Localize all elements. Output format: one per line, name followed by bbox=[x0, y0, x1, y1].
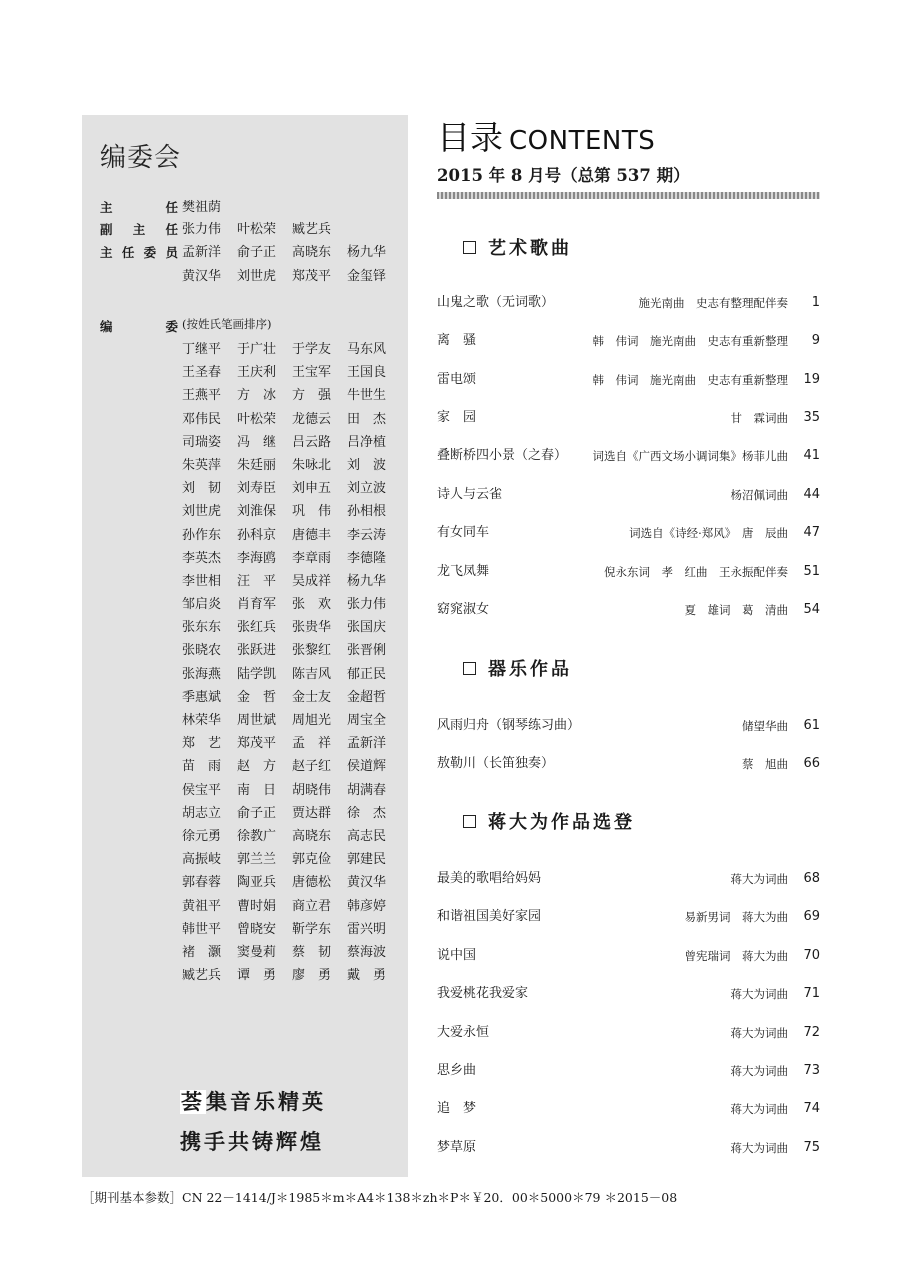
toc-entry bbox=[437, 484, 820, 506]
member-name: 朱英萍 bbox=[182, 457, 222, 473]
toc-section-heading-text: 器乐作品 bbox=[488, 659, 572, 680]
toc-entry-title: 思乡曲 bbox=[437, 1063, 477, 1078]
members-sort-note: (按姓氏笔画排序) bbox=[182, 317, 272, 331]
board-role-label: 主 任 bbox=[100, 200, 178, 215]
member-name: 张东东 bbox=[182, 620, 222, 636]
toc-entry-title: 诗人与云雀 bbox=[437, 487, 503, 502]
member-name: 南 日 bbox=[237, 782, 277, 798]
members-grid-row bbox=[182, 802, 407, 825]
member-name: 高振岐 bbox=[182, 852, 222, 868]
member-name: 郭克俭 bbox=[292, 852, 332, 868]
toc-title-en: CONTENTS bbox=[509, 126, 656, 156]
members-grid-row bbox=[182, 709, 407, 732]
members-grid-row bbox=[182, 755, 407, 778]
toc-entry-title: 敖勒川（长笛独奏） bbox=[437, 756, 555, 771]
toc-entry bbox=[437, 906, 820, 928]
toc-entry-title: 最美的歌唱给妈妈 bbox=[437, 871, 542, 886]
member-name: 周宝全 bbox=[347, 713, 387, 728]
member-name: 孙相根 bbox=[347, 504, 387, 520]
toc-entry-page: 61 bbox=[803, 718, 820, 733]
toc-entry-page: 35 bbox=[803, 410, 820, 425]
member-name: 高晓东 bbox=[292, 828, 332, 844]
board-name: 孟新洋 bbox=[182, 245, 222, 260]
toc-entry-title: 我爱桃花我爱家 bbox=[437, 986, 529, 1001]
member-name: 窦曼莉 bbox=[237, 944, 277, 960]
member-name: 黄祖平 bbox=[182, 898, 222, 914]
member-name: 赵 方 bbox=[237, 759, 277, 775]
toc-entry-page: 71 bbox=[803, 986, 820, 1001]
members-grid-row bbox=[182, 593, 407, 616]
members-grid-row bbox=[182, 871, 407, 894]
member-name: 周世斌 bbox=[237, 713, 277, 728]
toc-entry-page: 69 bbox=[803, 909, 820, 924]
member-name: 胡志立 bbox=[182, 805, 222, 821]
member-name: 孟新洋 bbox=[347, 736, 387, 752]
board-name: 金玺铎 bbox=[347, 269, 387, 284]
slogan-line1: 集音乐精英 bbox=[206, 1090, 326, 1114]
member-name: 冯 继 bbox=[237, 434, 277, 450]
board-name: 张力伟 bbox=[182, 222, 222, 237]
toc-entry-page: 19 bbox=[803, 372, 820, 387]
toc-entry bbox=[437, 1060, 820, 1082]
toc-entry-credits: 甘 霖词曲 bbox=[730, 411, 788, 425]
members-grid-row bbox=[182, 431, 407, 454]
toc-entry-page: 73 bbox=[803, 1063, 820, 1078]
toc-entry-page: 75 bbox=[803, 1140, 820, 1155]
toc-entry bbox=[437, 330, 820, 352]
member-name: 张海燕 bbox=[182, 666, 222, 682]
board-name: 黄汉华 bbox=[182, 269, 222, 284]
toc-entry-page: 66 bbox=[803, 756, 820, 771]
member-name: 赵子红 bbox=[292, 759, 332, 775]
members-grid-row bbox=[182, 408, 407, 431]
toc-entry bbox=[437, 868, 820, 890]
toc-entry bbox=[437, 561, 820, 583]
member-name: 张晋俐 bbox=[347, 643, 387, 659]
toc-entry-credits: 倪永东词 孝 红曲 王永振配伴奏 bbox=[604, 565, 788, 579]
toc-entry-title: 和谐祖国美好家园 bbox=[437, 909, 542, 924]
member-name: 巩 伟 bbox=[292, 504, 332, 520]
member-name: 陈吉风 bbox=[292, 666, 332, 682]
toc-entry-title: 说中国 bbox=[437, 948, 477, 963]
toc-section-heading bbox=[463, 655, 572, 681]
member-name: 金士友 bbox=[292, 689, 332, 705]
toc-entry-page: 47 bbox=[803, 525, 820, 540]
member-name: 肖育军 bbox=[237, 597, 277, 613]
member-name: 郭兰兰 bbox=[237, 852, 277, 868]
toc-entry-page: 51 bbox=[803, 564, 820, 579]
member-name: 李世相 bbox=[182, 573, 222, 589]
toc-entry-credits: 易新男词 蒋大为曲 bbox=[684, 910, 788, 924]
member-name: 牛世生 bbox=[347, 388, 387, 404]
member-name: 季惠斌 bbox=[182, 689, 222, 705]
member-name: 李英杰 bbox=[182, 550, 222, 566]
member-name: 郑 艺 bbox=[182, 736, 222, 752]
journal-parameters: ［期刊基本参数］CN 22－1414/J＊1985＊m＊A4＊138＊zh＊P＊￥20．00＊5000＊79 ＊2015－08 bbox=[82, 1190, 678, 1205]
member-name: 郭建民 bbox=[347, 852, 387, 868]
member-name: 蔡海波 bbox=[347, 944, 387, 960]
toc-entry bbox=[437, 407, 820, 429]
toc-divider bbox=[437, 192, 820, 199]
member-name: 廖 勇 bbox=[292, 968, 332, 984]
toc-entry-title: 龙飞凤舞 bbox=[437, 564, 490, 579]
toc-entry-title: 雷电颂 bbox=[437, 372, 477, 387]
board-name: 臧艺兵 bbox=[292, 222, 332, 237]
board-name: 郑茂平 bbox=[292, 269, 332, 284]
member-name: 马东风 bbox=[347, 342, 387, 357]
member-name: 林荣华 bbox=[182, 713, 222, 728]
member-name: 张 欢 bbox=[292, 597, 332, 613]
member-name: 张红兵 bbox=[237, 620, 277, 636]
member-name: 侯道辉 bbox=[347, 759, 387, 775]
member-name: 徐 杰 bbox=[347, 805, 387, 821]
members-grid-row bbox=[182, 825, 407, 848]
member-name: 张黎红 bbox=[292, 643, 332, 659]
members-grid-row bbox=[182, 477, 407, 500]
member-name: 司瑞姿 bbox=[182, 434, 222, 450]
member-name: 胡满春 bbox=[347, 782, 387, 798]
editorial-board-title: 编委会 bbox=[100, 143, 182, 173]
member-name: 孙作东 bbox=[182, 527, 222, 543]
toc-entry-title: 家 园 bbox=[437, 410, 477, 425]
members-grid-row bbox=[182, 384, 407, 407]
members-grid-row bbox=[182, 639, 407, 662]
toc-entry bbox=[437, 522, 820, 544]
checkbox-square-icon bbox=[463, 662, 476, 675]
member-name: 徐教广 bbox=[237, 828, 277, 844]
member-name: 周旭光 bbox=[292, 713, 332, 728]
member-name: 杨九华 bbox=[347, 573, 387, 589]
toc-section-heading-text: 蒋大为作品选登 bbox=[488, 812, 635, 833]
member-name: 商立君 bbox=[292, 898, 332, 914]
members-grid-row bbox=[182, 732, 407, 755]
members-grid-row bbox=[182, 570, 407, 593]
toc-entry-credits: 韩 伟词 施光南曲 史志有重新整理 bbox=[592, 334, 788, 348]
member-name: 王宝军 bbox=[292, 365, 332, 381]
member-name: 方 冰 bbox=[237, 388, 277, 404]
board-name: 杨九华 bbox=[347, 245, 387, 260]
board-name: 叶松荣 bbox=[237, 222, 277, 237]
member-name: 邹启炎 bbox=[182, 597, 222, 613]
member-name: 胡晓伟 bbox=[292, 782, 332, 798]
member-name: 苗 雨 bbox=[182, 759, 222, 775]
members-grid-row bbox=[182, 338, 407, 361]
toc-entry-title: 有女同车 bbox=[437, 525, 490, 540]
toc-entry-page: 1 bbox=[811, 295, 820, 310]
toc-entry-page: 41 bbox=[803, 448, 820, 463]
member-name: 于学友 bbox=[292, 342, 332, 357]
member-name: 李德隆 bbox=[347, 550, 387, 566]
board-role-label: 副 主 任 bbox=[100, 222, 178, 237]
member-name: 郁正民 bbox=[347, 666, 387, 682]
toc-entry-credits: 蒋大为词曲 bbox=[730, 1026, 788, 1040]
member-name: 李云涛 bbox=[347, 527, 387, 543]
member-name: 张国庆 bbox=[347, 620, 387, 636]
member-name: 陆学凯 bbox=[237, 666, 277, 682]
member-name: 朱咏北 bbox=[292, 457, 332, 473]
board-name: 刘世虎 bbox=[237, 269, 277, 284]
toc-entry-credits: 词选自《广西文场小调词集》杨菲儿曲 bbox=[592, 449, 788, 463]
member-name: 朱廷丽 bbox=[237, 457, 277, 473]
toc-entry bbox=[437, 1137, 820, 1159]
members-grid-row bbox=[182, 454, 407, 477]
member-name: 唐德松 bbox=[292, 875, 332, 891]
toc-entry-title: 山鬼之歌（无词歌） bbox=[437, 295, 555, 310]
toc-entry bbox=[437, 1098, 820, 1120]
members-grid-row bbox=[182, 663, 407, 686]
checkbox-square-icon bbox=[463, 815, 476, 828]
board-role-names bbox=[182, 219, 412, 241]
member-name: 韩世平 bbox=[182, 921, 222, 937]
toc-entry bbox=[437, 1022, 820, 1044]
member-name: 邓伟民 bbox=[182, 411, 222, 427]
members-grid-row bbox=[182, 686, 407, 709]
members-grid bbox=[182, 338, 407, 987]
member-name: 刘淮保 bbox=[237, 504, 277, 520]
board-role-names bbox=[182, 197, 412, 219]
member-name: 曹时娟 bbox=[237, 898, 277, 914]
member-name: 贾达群 bbox=[292, 805, 332, 821]
member-name: 戴 勇 bbox=[347, 968, 387, 984]
toc-entry-credits: 曾宪瑞词 蒋大为曲 bbox=[684, 949, 788, 963]
toc-section-heading bbox=[463, 234, 572, 260]
member-name: 田 杰 bbox=[347, 411, 387, 427]
toc-entry-credits: 夏 雄词 葛 清曲 bbox=[684, 603, 788, 617]
member-name: 蔡 韧 bbox=[292, 944, 332, 960]
member-name: 张晓农 bbox=[182, 643, 222, 659]
members-grid-row bbox=[182, 779, 407, 802]
board-role-names bbox=[182, 266, 412, 288]
toc-entry-credits: 施光南曲 史志有整理配伴奏 bbox=[638, 296, 788, 310]
member-name: 刘寿臣 bbox=[237, 481, 277, 497]
member-name: 王庆利 bbox=[237, 365, 277, 381]
board-role-label: 主 任 委 员 bbox=[100, 245, 178, 260]
members-grid-row bbox=[182, 524, 407, 547]
members-grid-row bbox=[182, 848, 407, 871]
member-name: 王圣春 bbox=[182, 365, 222, 381]
member-name: 李海鸥 bbox=[237, 550, 277, 566]
member-name: 陶亚兵 bbox=[237, 875, 277, 891]
member-name: 刘 波 bbox=[347, 457, 387, 473]
slogan-line2: 携手共铸辉煌 bbox=[180, 1130, 324, 1154]
member-name: 徐元勇 bbox=[182, 828, 222, 844]
toc-entry-credits: 蒋大为词曲 bbox=[730, 872, 788, 886]
toc-entry-title: 追 梦 bbox=[437, 1101, 477, 1116]
toc-entry-credits: 杨沼佩词曲 bbox=[730, 488, 788, 502]
members-grid-row bbox=[182, 918, 407, 941]
member-name: 吕云路 bbox=[292, 434, 332, 450]
member-name: 龙德云 bbox=[292, 411, 332, 427]
member-name: 张跃进 bbox=[237, 643, 277, 659]
toc-entry-page: 44 bbox=[803, 487, 820, 502]
member-name: 孙科京 bbox=[237, 527, 277, 543]
member-name: 吴成祥 bbox=[292, 573, 332, 589]
toc-entry-page: 54 bbox=[803, 602, 820, 617]
toc-entry-page: 9 bbox=[811, 333, 820, 348]
toc-entry-title: 离 骚 bbox=[437, 333, 477, 348]
members-grid-row bbox=[182, 547, 407, 570]
toc-entry-credits: 蒋大为词曲 bbox=[730, 1064, 788, 1078]
member-name: 王燕平 bbox=[182, 388, 222, 404]
member-name: 唐德丰 bbox=[292, 527, 332, 543]
members-grid-row bbox=[182, 895, 407, 918]
members-grid-row bbox=[182, 616, 407, 639]
member-name: 刘世虎 bbox=[182, 504, 222, 520]
members-label: 编 委 bbox=[100, 319, 178, 334]
member-name: 褚 灏 bbox=[182, 944, 222, 960]
toc-section-heading bbox=[463, 808, 635, 834]
issue-line: 2015 年 8 月号（总第 537 期） bbox=[437, 166, 690, 185]
member-name: 刘立波 bbox=[347, 481, 387, 497]
member-name: 方 强 bbox=[292, 388, 332, 404]
member-name: 高志民 bbox=[347, 828, 387, 844]
checkbox-square-icon bbox=[463, 241, 476, 254]
toc-entry-credits: 蔡 旭曲 bbox=[742, 757, 788, 771]
member-name: 叶松荣 bbox=[237, 411, 277, 427]
member-name: 孟 祥 bbox=[292, 736, 332, 752]
toc-entry-page: 68 bbox=[803, 871, 820, 886]
toc-entry-title: 风雨归舟（钢琴练习曲） bbox=[437, 718, 581, 733]
toc-entry bbox=[437, 599, 820, 621]
members-grid-row bbox=[182, 500, 407, 523]
member-name: 俞子正 bbox=[237, 805, 277, 821]
toc-entry bbox=[437, 753, 820, 775]
toc-entry bbox=[437, 292, 820, 314]
member-name: 谭 勇 bbox=[237, 968, 277, 984]
toc-section-heading-text: 艺术歌曲 bbox=[488, 238, 572, 259]
toc-entry bbox=[437, 445, 820, 467]
toc-entry-page: 72 bbox=[803, 1025, 820, 1040]
member-name: 张力伟 bbox=[347, 597, 387, 613]
member-name: 丁继平 bbox=[182, 342, 222, 357]
toc-title-cn: 目录 bbox=[437, 118, 503, 157]
toc-entry-title: 叠断桥四小景（之春） bbox=[437, 448, 568, 463]
member-name: 郭春蓉 bbox=[182, 875, 222, 891]
member-name: 靳学东 bbox=[292, 921, 332, 937]
member-name: 侯宝平 bbox=[182, 782, 222, 798]
toc-title bbox=[437, 112, 655, 159]
toc-entry-page: 74 bbox=[803, 1101, 820, 1116]
toc-entry-title: 梦草原 bbox=[437, 1140, 477, 1155]
member-name: 于广壮 bbox=[237, 342, 277, 357]
toc-entry-title: 大爱永恒 bbox=[437, 1025, 490, 1040]
member-name: 雷兴明 bbox=[347, 921, 387, 937]
member-name: 郑茂平 bbox=[237, 736, 277, 752]
members-grid-row bbox=[182, 361, 407, 384]
board-role-names bbox=[182, 242, 412, 264]
member-name: 金超哲 bbox=[347, 689, 387, 705]
member-name: 黄汉华 bbox=[347, 875, 387, 891]
member-name: 张贵华 bbox=[292, 620, 332, 636]
slogan-first-char: 荟 bbox=[181, 1090, 205, 1114]
member-name: 汪 平 bbox=[237, 573, 277, 589]
toc-entry-page: 70 bbox=[803, 948, 820, 963]
members-grid-row bbox=[182, 964, 407, 987]
toc-entry-credits: 韩 伟词 施光南曲 史志有重新整理 bbox=[592, 373, 788, 387]
toc-entry-credits: 储望华曲 bbox=[742, 719, 788, 733]
members-grid-row bbox=[182, 941, 407, 964]
board-name: 樊祖荫 bbox=[182, 200, 222, 215]
member-name: 金 哲 bbox=[237, 689, 277, 705]
toc-entry-credits: 蒋大为词曲 bbox=[730, 1102, 788, 1116]
member-name: 李章雨 bbox=[292, 550, 332, 566]
member-name: 王国良 bbox=[347, 365, 387, 381]
member-name: 刘 韧 bbox=[182, 481, 222, 497]
member-name: 臧艺兵 bbox=[182, 968, 222, 984]
toc-entry bbox=[437, 983, 820, 1005]
toc-entry-credits: 蒋大为词曲 bbox=[730, 1141, 788, 1155]
member-name: 韩彦婷 bbox=[347, 898, 387, 914]
toc-entry bbox=[437, 369, 820, 391]
toc-entry bbox=[437, 715, 820, 737]
board-name: 俞子正 bbox=[237, 245, 277, 260]
board-name: 高晓东 bbox=[292, 245, 332, 260]
member-name: 刘申五 bbox=[292, 481, 332, 497]
member-name: 曾晓安 bbox=[237, 921, 277, 937]
toc-entry-credits: 蒋大为词曲 bbox=[730, 987, 788, 1001]
member-name: 吕净植 bbox=[347, 434, 387, 450]
toc-entry-credits: 词选自《诗经·郑风》 唐 辰曲 bbox=[629, 526, 788, 540]
slogan bbox=[180, 1082, 326, 1162]
toc-entry bbox=[437, 945, 820, 967]
toc-entry-title: 窈窕淑女 bbox=[437, 602, 490, 617]
